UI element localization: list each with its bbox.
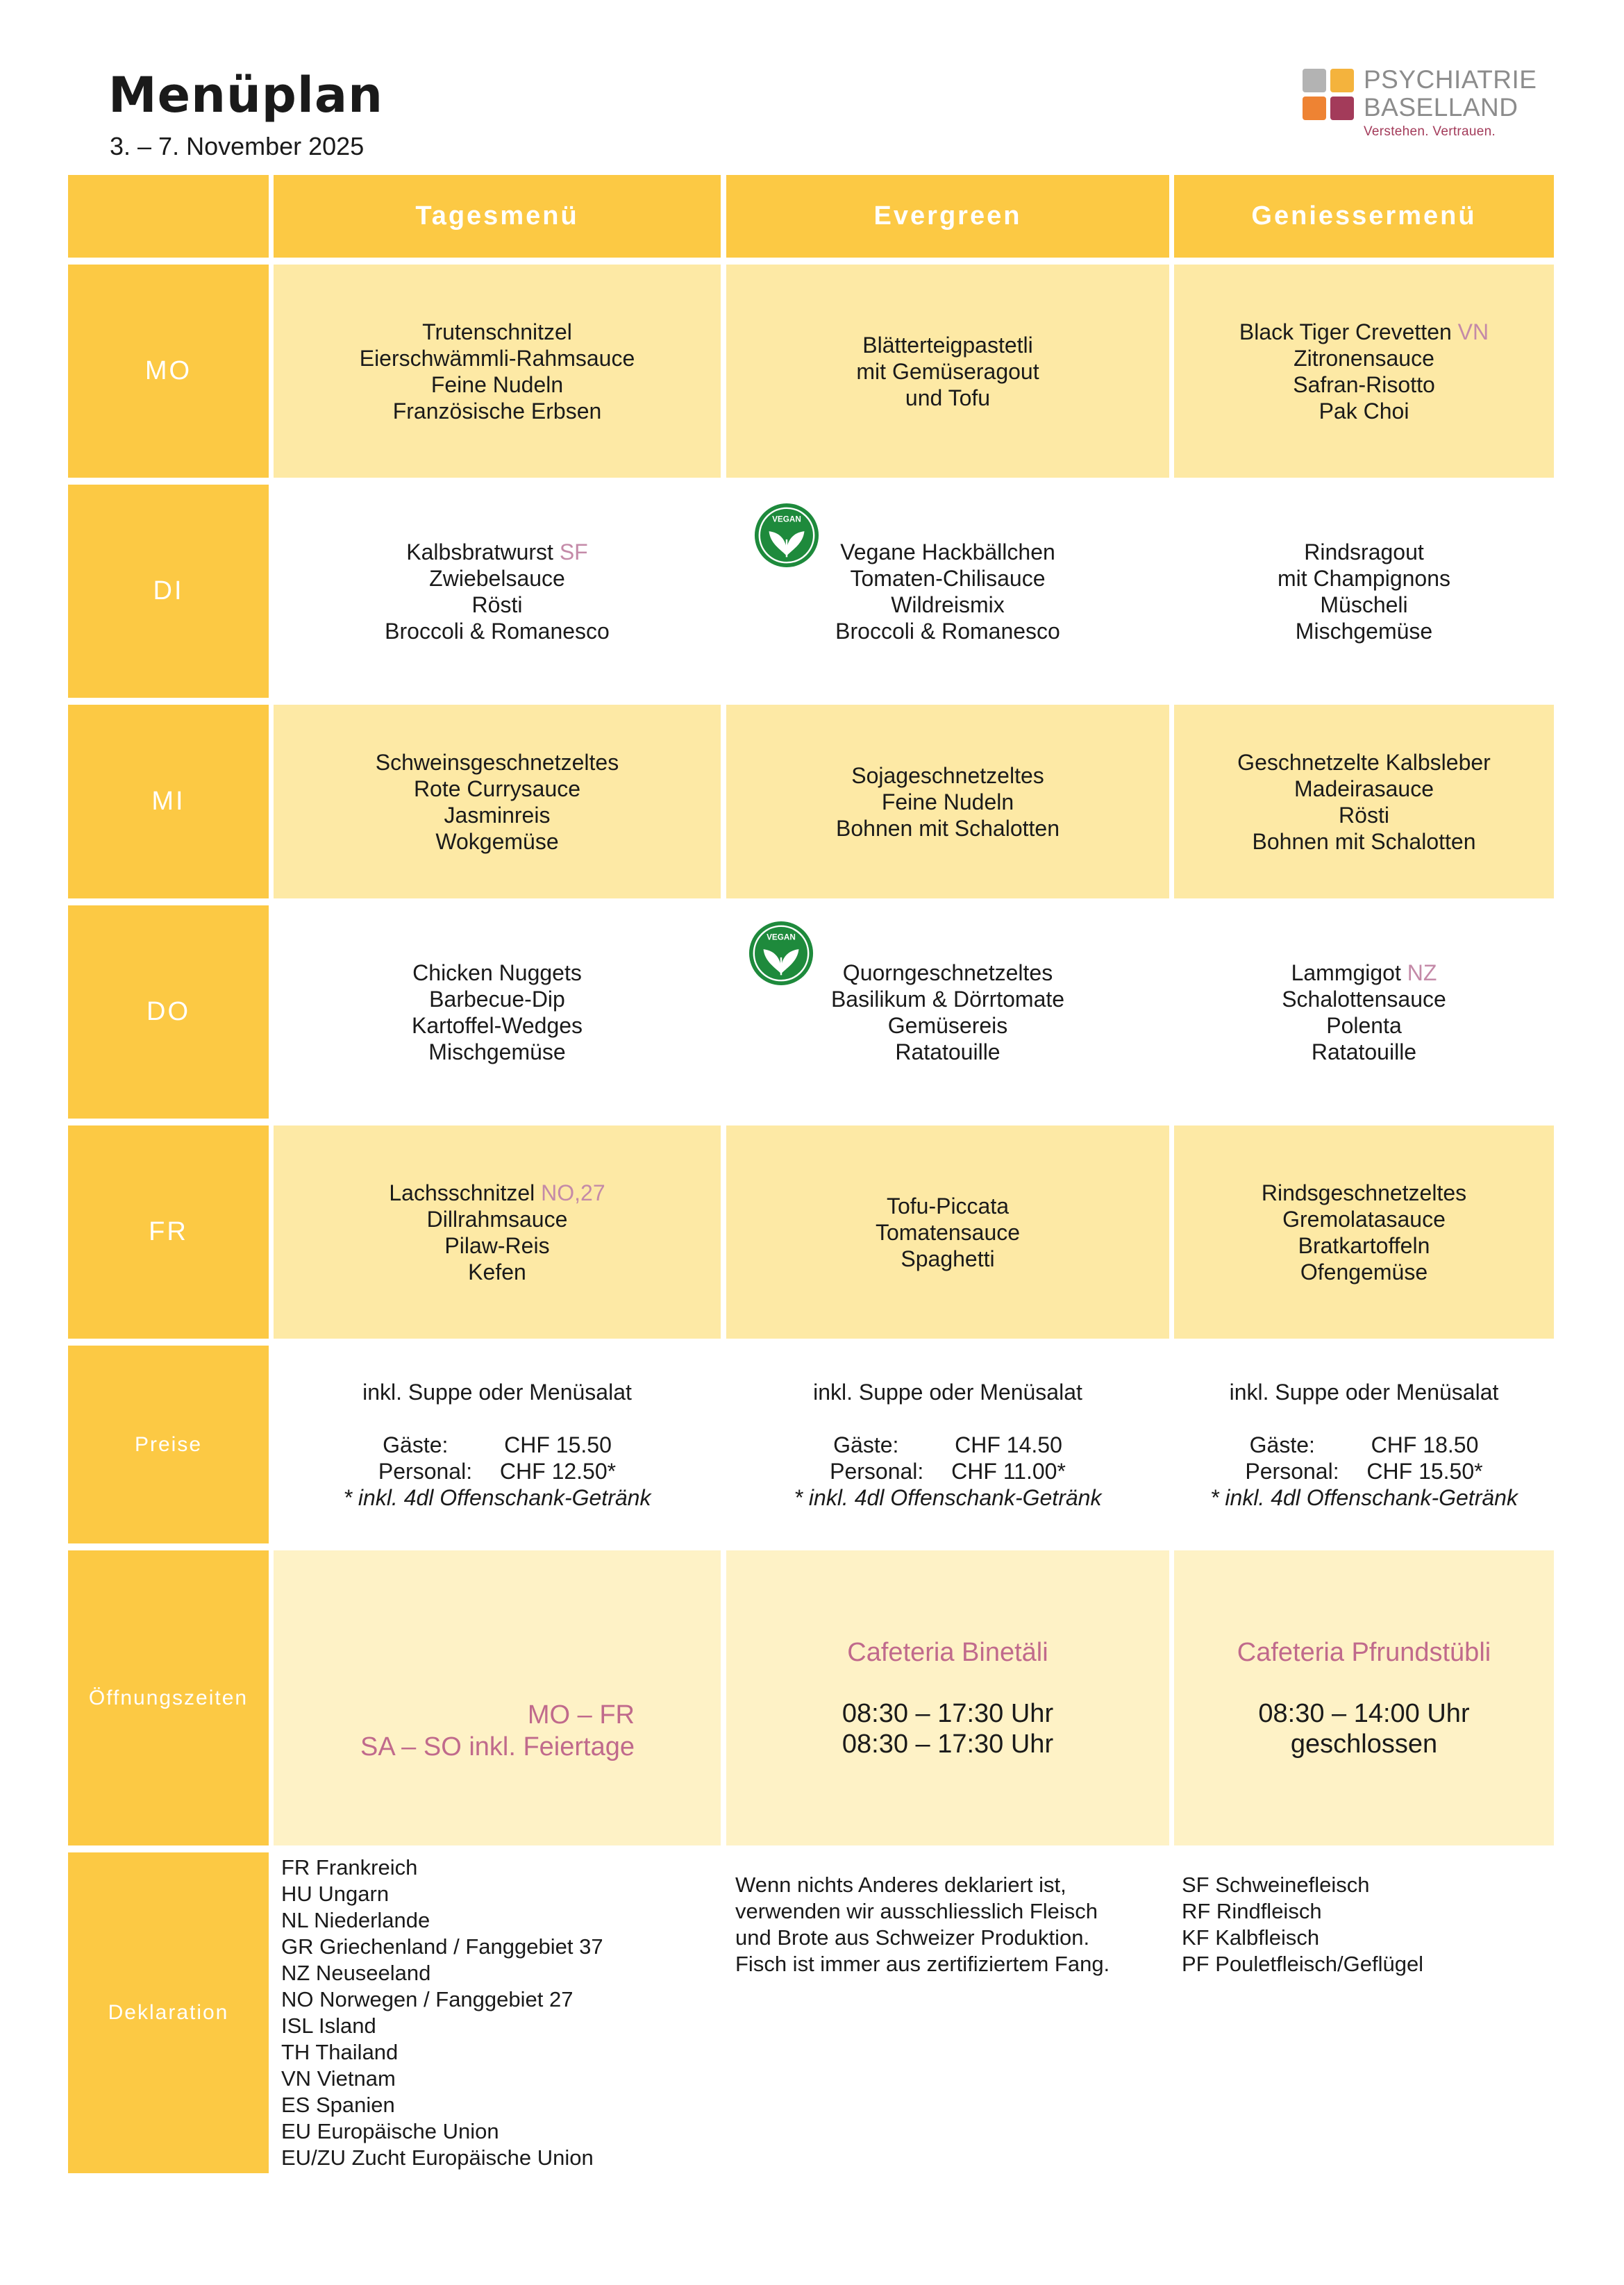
origin-item: GR Griechenland / Fanggebiet 37 (281, 1934, 603, 1959)
opening-hours-label: Öffnungszeiten (68, 1550, 269, 1845)
dish-line: Pak Choi (1319, 398, 1409, 424)
declaration-label: Deklaration (68, 1852, 269, 2173)
dish-line: Geschnetzelte Kalbsleber (1237, 749, 1491, 775)
vegan-badge-text: VEGAN (767, 932, 796, 942)
logo-line-2: BASELLAND (1364, 93, 1518, 122)
dish-line: Ofengemüse (1300, 1259, 1428, 1284)
dish-line: Schalottensauce (1282, 986, 1446, 1012)
cafeteria-cell (1174, 1550, 1554, 1845)
day-label-di: DI (68, 485, 269, 698)
guest-label: Gäste: (383, 1432, 449, 1457)
weekend-hours: 08:30 – 17:30 Uhr (842, 1729, 1054, 1759)
day-label-do: DO (68, 905, 269, 1119)
origin-item: TH Thailand (281, 2040, 399, 2064)
dish-line: Bohnen mit Schalotten (836, 815, 1060, 841)
guest-price: CHF 18.50 (1371, 1432, 1479, 1457)
dish-line: Kefen (468, 1259, 526, 1284)
menu-cell (726, 265, 1169, 478)
guest-label: Gäste: (833, 1432, 899, 1457)
vegan-badge-icon (753, 501, 821, 569)
dish-line: und Tofu (905, 385, 991, 410)
staff-price: CHF 12.50* (499, 1458, 617, 1484)
dish-line: Safran-Risotto (1293, 371, 1435, 397)
day-label-mo: MO (68, 265, 269, 478)
dish-line: Tofu-Piccata (886, 1193, 1010, 1219)
price-cell (726, 1346, 1169, 1543)
logo-square-grey (1303, 69, 1326, 92)
dish-line: Black Tiger Crevetten (1239, 319, 1452, 344)
dish-line: Gemüsereis (887, 1012, 1008, 1038)
notice-line: Wenn nichts Anderes deklariert ist, (735, 1873, 1066, 1897)
weekend-range: SA – SO inkl. Feiertage (360, 1732, 635, 1761)
logo-square-orange (1303, 97, 1326, 120)
origin-item: EU Europäische Union (281, 2119, 499, 2143)
price-note: * inkl. 4dl Offenschank-Getränk (1210, 1484, 1518, 1510)
dish-line: Kalbsbratwurst (406, 539, 553, 564)
menu-cell (726, 705, 1169, 898)
staff-label: Personal: (378, 1458, 473, 1484)
dish-line: Französische Erbsen (392, 398, 602, 424)
dish-line: Ratatouille (1311, 1039, 1417, 1064)
page-title: Menüplan (108, 67, 383, 124)
origin-code: NO,27 (541, 1180, 605, 1205)
menu-cell (1174, 905, 1554, 1119)
price-intro: inkl. Suppe oder Menüsalat (362, 1379, 632, 1405)
dish-line: Broccoli & Romanesco (835, 618, 1060, 644)
weekday-hours: 08:30 – 14:00 Uhr (1258, 1698, 1470, 1728)
dish-line: Ratatouille (895, 1039, 1001, 1064)
cafeteria-name: Cafeteria Pfrundstübli (1237, 1637, 1491, 1667)
day-label-mi: MI (68, 705, 269, 898)
day-label-fr: FR (68, 1125, 269, 1339)
dish-line: Zitronensauce (1294, 345, 1434, 371)
dish-line: Gremolatasauce (1282, 1206, 1446, 1232)
menu-cell (274, 1125, 721, 1339)
origin-item: ISL Island (281, 2014, 376, 2038)
origin-code: VN (1457, 319, 1489, 344)
meat-item: SF Schweinefleisch (1182, 1873, 1370, 1897)
staff-label: Personal: (1245, 1458, 1339, 1484)
dish-line: Rindsgeschnetzeltes (1261, 1180, 1467, 1205)
origin-item: HU Ungarn (281, 1882, 390, 1906)
origin-code: SF (559, 539, 588, 564)
guest-price: CHF 15.50 (504, 1432, 612, 1457)
staff-label: Personal: (830, 1458, 924, 1484)
dish-line: Wildreismix (891, 592, 1005, 617)
logo-square-yellow (1330, 69, 1354, 92)
logo-line-1: PSYCHIATRIE (1364, 65, 1537, 94)
dish-line: Lachsschnitzel (389, 1180, 535, 1205)
dish-line: Müscheli (1320, 592, 1408, 617)
origin-item: NO Norwegen / Fanggebiet 27 (281, 1987, 574, 2011)
dish-line: Zwiebelsauce (429, 565, 565, 591)
menu-cell (1174, 265, 1554, 478)
menu-cell (1174, 705, 1554, 898)
dish-line: Feine Nudeln (881, 789, 1014, 814)
vegan-badge-text: VEGAN (772, 514, 801, 524)
dish-line: mit Gemüseragout (856, 358, 1039, 384)
menu-cell (274, 705, 721, 898)
dish-line: Bratkartoffeln (1298, 1232, 1430, 1258)
notice-line: verwenden wir ausschliesslich Fleisch (735, 1899, 1098, 1923)
dish-line: Wokgemüse (435, 828, 559, 854)
dish-line: Basilikum & Dörrtomate (830, 986, 1065, 1012)
dish-line: Madeirasauce (1294, 776, 1434, 801)
menu-cell (726, 1125, 1169, 1339)
price-note: * inkl. 4dl Offenschank-Getränk (343, 1484, 651, 1510)
dish-line: Mischgemüse (428, 1039, 566, 1064)
price-intro: inkl. Suppe oder Menüsalat (813, 1379, 1082, 1405)
origin-item: FR Frankreich (281, 1855, 418, 1880)
dish-line: Vegane Hackbällchen (840, 539, 1055, 564)
dish-line: Schweinsgeschnetzeltes (375, 749, 619, 775)
weekday-hours: 08:30 – 17:30 Uhr (842, 1698, 1054, 1728)
notice-line: und Brote aus Schweizer Produktion. (735, 1925, 1090, 1950)
dish-line: Pilaw-Reis (444, 1232, 550, 1258)
weekend-hours: geschlossen (1290, 1729, 1438, 1759)
dish-line: Rösti (471, 592, 523, 617)
dish-line: Lammgigot (1291, 960, 1401, 985)
column-header-tagesmenu: Tagesmenü (274, 175, 721, 258)
dish-line: Rote Currysauce (413, 776, 581, 801)
staff-price: CHF 15.50* (1366, 1458, 1483, 1484)
date-range: 3. – 7. November 2025 (110, 132, 365, 160)
dish-line: Tomatensauce (875, 1219, 1021, 1245)
weekday-range: MO – FR (527, 1700, 635, 1730)
dish-line: Eierschwämmli-Rahmsauce (359, 345, 635, 371)
origin-item: NZ Neuseeland (281, 1961, 431, 1985)
guest-label: Gäste: (1249, 1432, 1315, 1457)
opening-days-cell (274, 1550, 721, 1845)
menu-cell (1174, 1125, 1554, 1339)
origin-code: NZ (1407, 960, 1437, 985)
meat-item: RF Rindfleisch (1182, 1899, 1322, 1923)
origin-item: NL Niederlande (281, 1908, 430, 1932)
dish-line: Kartoffel-Wedges (411, 1012, 583, 1038)
cafeteria-name: Cafeteria Binetäli (847, 1637, 1048, 1667)
notice-line: Fisch ist immer aus zertifiziertem Fang. (735, 1952, 1110, 1976)
dish-line: Quorngeschnetzeltes (842, 960, 1053, 985)
staff-price: CHF 11.00* (951, 1458, 1066, 1484)
menu-cell (274, 905, 721, 1119)
menu-cell (274, 485, 721, 698)
column-header-evergreen: Evergreen (726, 175, 1169, 258)
price-note: * inkl. 4dl Offenschank-Getränk (794, 1484, 1102, 1510)
logo-tagline: Verstehen. Vertrauen. (1364, 124, 1496, 139)
meat-legend (1182, 1872, 1423, 1977)
price-cell (274, 1346, 721, 1543)
dish-line: Feine Nudeln (430, 371, 564, 397)
dish-line: mit Champignons (1278, 565, 1450, 591)
dish-line: Broccoli & Romanesco (385, 618, 610, 644)
corner-cell (68, 175, 269, 258)
guest-price: CHF 14.50 (955, 1432, 1062, 1457)
vegan-badge-icon (747, 919, 815, 987)
dish-line: Rindsragout (1304, 539, 1424, 564)
origin-item: ES Spanien (281, 2093, 395, 2117)
dish-line: Dillrahmsauce (426, 1206, 568, 1232)
dish-line: Jasminreis (444, 802, 551, 828)
dish-line: Spaghetti (901, 1246, 995, 1271)
origin-notice (735, 1872, 1110, 1977)
origin-list (281, 1855, 603, 2171)
meat-item: PF Pouletfleisch/Geflügel (1182, 1952, 1424, 1976)
dish-line: Barbecue-Dip (429, 986, 565, 1012)
menu-cell (274, 265, 721, 478)
dish-line: Polenta (1326, 1012, 1402, 1038)
price-cell (1174, 1346, 1554, 1543)
menu-cell (1174, 485, 1554, 698)
dish-line: Trutenschnitzel (422, 319, 572, 344)
dish-line: Sojageschnetzeltes (851, 762, 1044, 788)
dish-line: Mischgemüse (1295, 618, 1433, 644)
column-header-geniessermenu: Geniessermenü (1174, 175, 1554, 258)
dish-line: Bohnen mit Schalotten (1252, 828, 1476, 854)
dish-line: Rösti (1339, 802, 1389, 828)
dish-line: Blätterteigpastetli (862, 332, 1033, 358)
price-intro: inkl. Suppe oder Menüsalat (1229, 1379, 1499, 1405)
dish-line: Tomaten-Chilisauce (850, 565, 1046, 591)
prices-label: Preise (68, 1346, 269, 1543)
cafeteria-cell (726, 1550, 1169, 1845)
logo-square-purple (1330, 97, 1354, 120)
meat-item: KF Kalbfleisch (1182, 1925, 1320, 1950)
dish-line: Chicken Nuggets (412, 960, 582, 985)
origin-item: EU/ZU Zucht Europäische Union (281, 2145, 594, 2170)
logo (1303, 66, 1552, 142)
origin-item: VN Vietnam (281, 2066, 396, 2091)
